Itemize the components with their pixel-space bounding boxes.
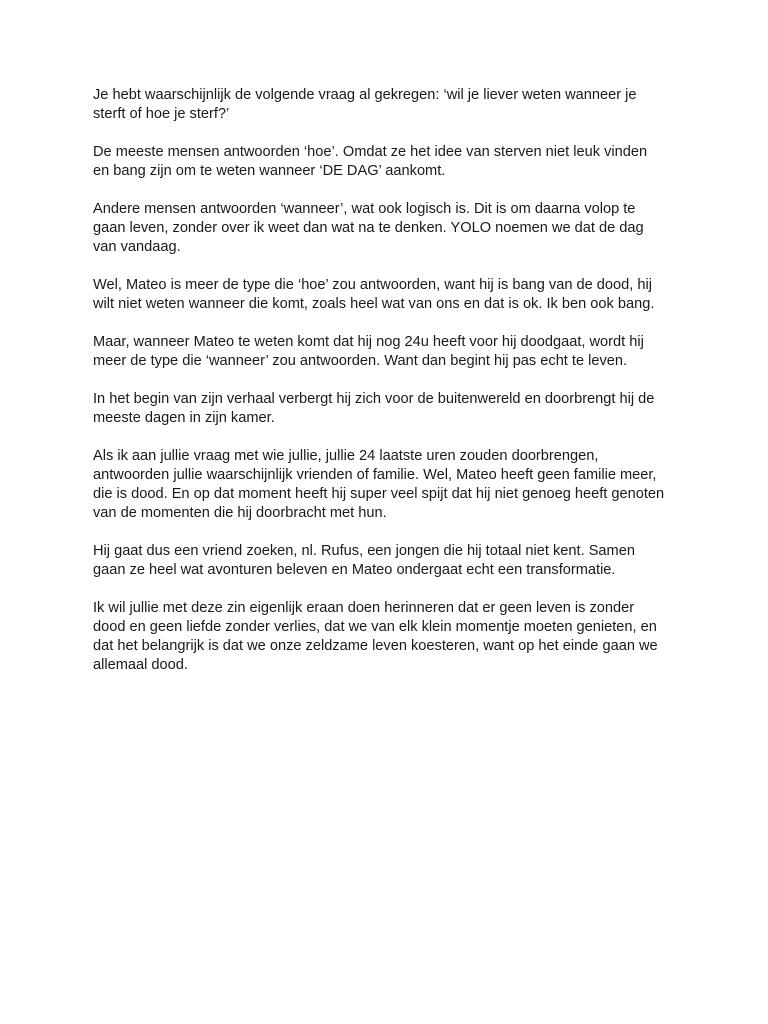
paragraph-9: Ik wil jullie met deze zin eigenlijk eraan doen herinneren dat er geen leven is zonder dood en geen liefde zonder verlies, dat we van elk klein momentje moeten genieten, en dat het belangrijk is dat we onze zeldzame leven koesteren, want op het einde gaan we allemaal dood.	[93, 600, 658, 673]
paragraph-4: Wel, Mateo is meer de type die ‘hoe’ zou antwoorden, want hij is bang van de dood, hij wilt niet weten wanneer die komt, zoals heel wat van ons en dat is ok. Ik ben ook bang.	[93, 277, 655, 312]
document-body	[93, 86, 683, 694]
paragraph-8: Hij gaat dus een vriend zoeken, nl. Rufus, een jongen die hij totaal niet kent. Samen gaan ze heel wat avonturen beleven en Mateo ondergaat echt een transformatie.	[93, 543, 635, 578]
paragraph-2: De meeste mensen antwoorden ‘hoe’. Omdat ze het idee van sterven niet leuk vinden en bang zijn om te weten wanneer ‘DE DAG’ aankomt.	[93, 144, 648, 179]
paragraph-3: Andere mensen antwoorden ‘wanneer’, wat ook logisch is. Dit is om daarna volop te gaan leven, zonder over ik weet dan wat na te denken. YOLO noemen we dat de dag van vandaag.	[93, 201, 644, 255]
paragraph-1: Je hebt waarschijnlijk de volgende vraag al gekregen: ‘wil je liever weten wanneer je sterft of hoe je sterf?’	[93, 87, 637, 122]
paragraph-7: Als ik aan jullie vraag met wie jullie, jullie 24 laatste uren zouden doorbrengen, antwoorden jullie waarschijnlijk vrienden of familie. Wel, Mateo heeft geen familie meer, die is dood. En op dat moment heeft hij super veel spijt dat hij niet genoeg heeft genoten van de momenten die hij doorbracht met hun.	[93, 448, 665, 521]
paragraph-6: In het begin van zijn verhaal verbergt hij zich voor de buitenwereld en doorbrengt hij de meeste dagen in zijn kamer.	[93, 391, 655, 426]
paragraph-5: Maar, wanneer Mateo te weten komt dat hij nog 24u heeft voor hij doodgaat, wordt hij meer de type die ‘wanneer’ zou antwoorden. Want dan begint hij pas echt te leven.	[93, 334, 644, 369]
